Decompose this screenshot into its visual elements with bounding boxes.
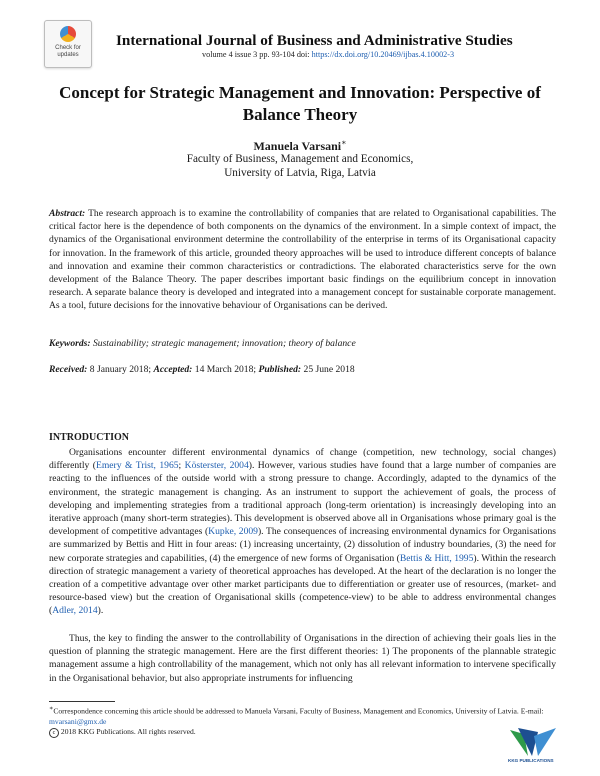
footnote-divider xyxy=(49,701,115,702)
email-link[interactable]: mvarsani@gmx.de xyxy=(49,716,107,726)
doi-link[interactable]: https://dx.doi.org/10.20469/ijbas.4.10002-3 xyxy=(311,50,455,59)
citation-link[interactable]: Adler, 2014 xyxy=(52,605,98,617)
keywords: Keywords: Sustainability; strategic management; innovation; theory of balance xyxy=(49,338,356,349)
citation-link[interactable]: Emery & Trist, 1965 xyxy=(95,460,179,472)
received-date: 8 January 2018; xyxy=(89,364,152,375)
footnote: ∗Correspondence concerning this article should be addressed to Manuela Varsani, Faculty of Business, Management and Economics, University of Latvia. E-mail: mvarsani@gmx.de c 2018 KKG Publications. All rights reserved. xyxy=(49,705,544,737)
article-dates: Received: 8 January 2018; Accepted: 14 March 2018; Published: 25 June 2018 xyxy=(49,364,355,375)
journal-meta xyxy=(202,50,454,59)
publisher-logo-text: KKG PUBLICATIONS xyxy=(508,758,554,763)
crossmark-icon xyxy=(60,26,76,42)
published-date: 25 June 2018 xyxy=(303,364,355,375)
abstract-text: The research approach is to examine the controllability of companies that are related to Organisational capabilities. The critical factor here is the dependence of both components on the dynamics of the environment. In a simple context of impact, the dynamics of the Organisational environment determine the controllability of the enterprise in terms of its Organisational capacity for innovation. In the framework of this article, grounded theory approaches will be used to introduce different concepts of balance and innovation and examine their common characteristics or contradictions. The elaborated characteristics serve for the own development of the Balance Theory. The paper describes important basic findings on the equilibrium concept in innovation research. A separate balance theory is developed and integrated into a management concept for sustainable corporate management. As a tool, future decisions for the innovative behaviour of Organisations can be derived. xyxy=(49,208,556,312)
volume-info: volume 4 issue 3 pp. 93-104 doi: xyxy=(202,50,312,59)
author-name: Manuela Varsani∗ xyxy=(253,138,347,153)
keywords-list: Sustainability; strategic management; innovation; theory of balance xyxy=(92,338,356,349)
citation-link[interactable]: Kupke, 2009 xyxy=(208,526,258,538)
section-heading-introduction: INTRODUCTION xyxy=(49,432,130,443)
citation-link[interactable]: Bettis & Hitt, 1995 xyxy=(399,552,474,564)
introduction-paragraph-2: Thus, the key to finding the answer to the controllability of Organisations in the direction of achieving their goals lies in the question of planning the strategic management. Here are the first different theories: 1) The proponents of the plannable strategic management assume a high controllability of the management, which not only has all relevant information to intervene specifically in the Organisational behavior, but also appropriate instruments for influencing xyxy=(49,633,556,684)
journal-title: International Journal of Business and Administrative Studies xyxy=(116,32,513,49)
accepted-date: 14 March 2018; xyxy=(194,364,257,375)
author-affiliation: Faculty of Business, Management and Economics, University of Latvia, Riga, Latvia xyxy=(186,153,414,179)
author-footnote-mark: ∗ xyxy=(341,138,347,147)
badge-label: Check for updates xyxy=(55,45,81,58)
copyright-text: 2018 KKG Publications. All rights reserved. xyxy=(60,727,196,737)
abstract xyxy=(49,207,556,313)
copyright-icon: c xyxy=(49,728,59,738)
publisher-logo xyxy=(504,722,564,762)
paper-title: Concept for Strategic Management and Innovation: Perspective of Balance Theory xyxy=(59,83,541,124)
citation-link[interactable]: Kösterster, 2004 xyxy=(184,460,249,472)
check-for-updates-badge[interactable] xyxy=(44,20,92,68)
abstract-label: Abstract: xyxy=(49,208,86,219)
introduction-paragraph-1: Organisations encounter different environmental dynamics of change (competition, new technology, social changes) differently (Emery & Trist, 1965; Kösterster, 2004). However, various studies have found that a large number of companies are reacting to the influences of the outside world with a strong pressure to change. Accordingly, adapted to the dynamics of the environment, the strategic management is changing. As an instrument to support the achievement of goals, the process of developing and implementing strategies from a traditional approach (long-term orientation) is increasingly developing into an iterative approach (many short-term strategies). This development is observed above all in Organisations whose primary goal is the development of competitive advantages (Kupke, 2009). The consequences of increasing environmental dynamics for Organisations are summarized by Bettis and Hitt in four areas: (1) increasing uncertainty, (2) dissolution of industry boundaries, (3) the need for new corporate strategies and capabilities, (4) the emergence of new forms of Organisation (Bettis & Hitt, 1995). Within the research direction of strategic management a variety of theoretical approaches has developed. At the heart of the declaration is no longer the creation of a competitive advantage over other market participants due to differentiation or greater use of resources, (market- and resource-based view) but the creation of Organisational skills (competence-view) to be able to address environmental changes (Adler, 2014). xyxy=(49,447,556,617)
